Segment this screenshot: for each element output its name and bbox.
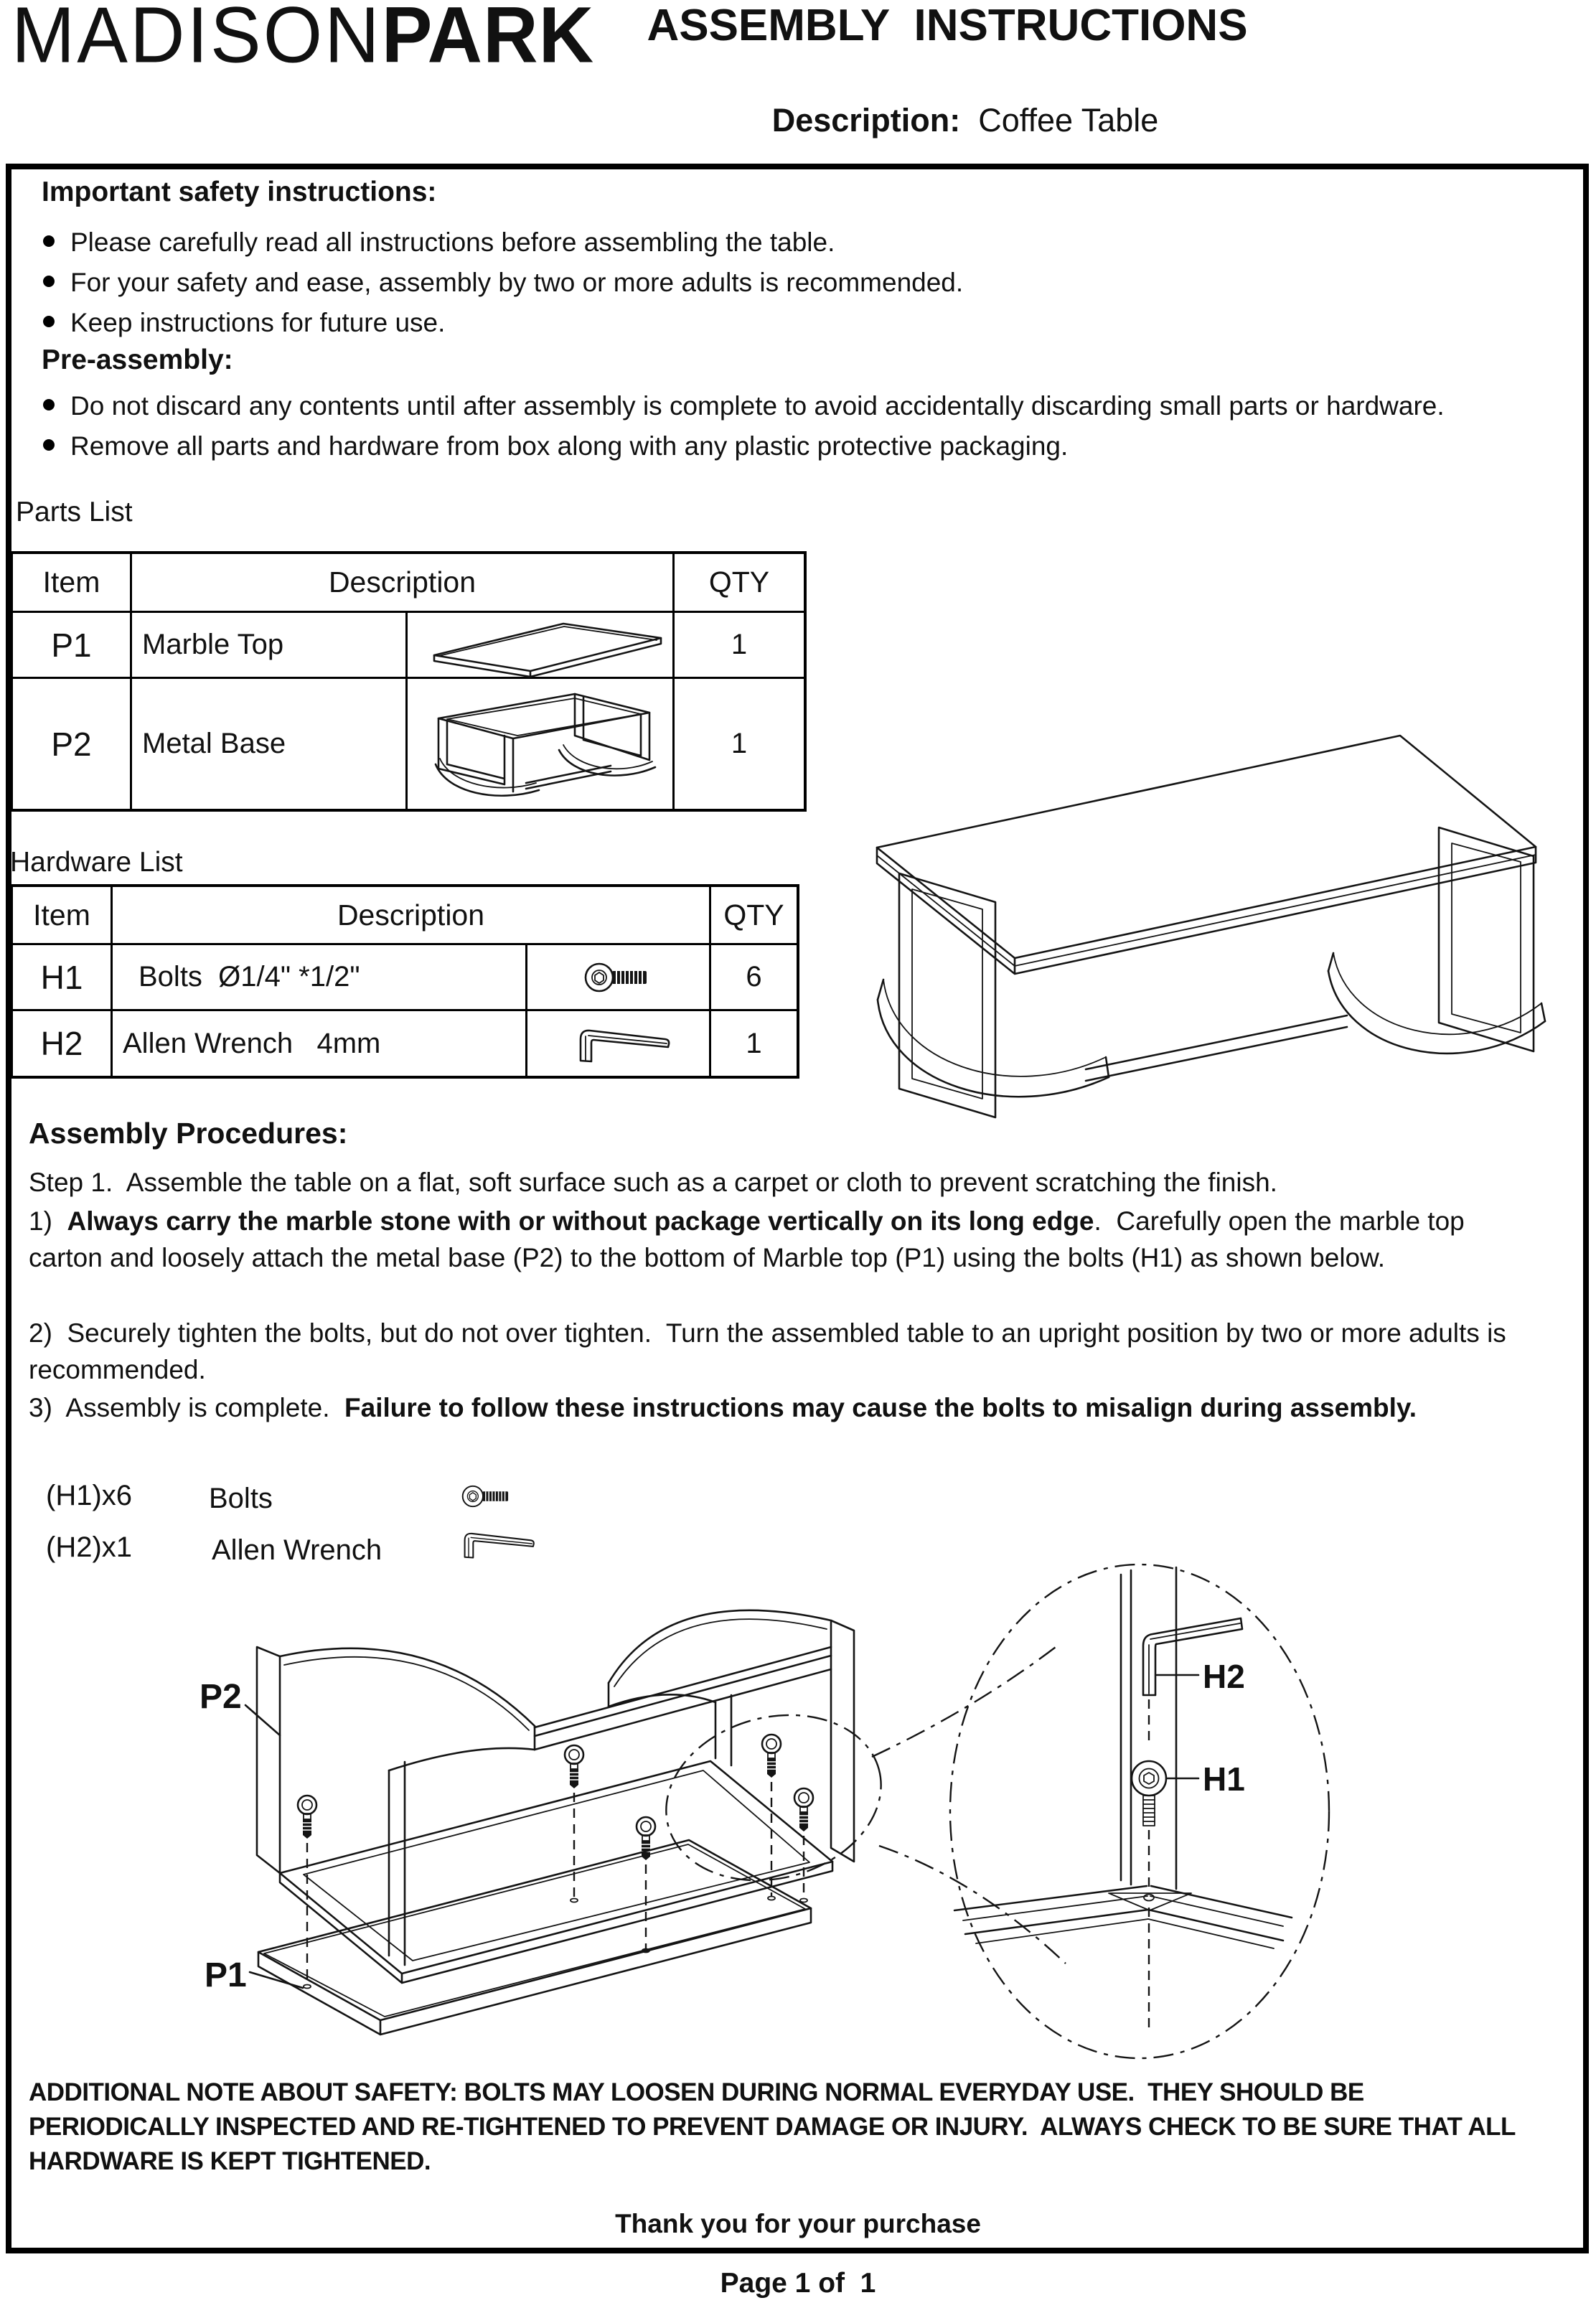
page-title: ASSEMBLY INSTRUCTIONS [647, 1, 1248, 50]
bullet-icon [43, 399, 55, 410]
bolt-icon [458, 1480, 517, 1513]
label-h2: H2 [1203, 1658, 1245, 1695]
label-p1: P1 [205, 1956, 247, 1994]
safety-item-2: For your safety and ease, assembly by two or more adults is recommended. [70, 268, 964, 297]
parts-table [10, 551, 807, 812]
exploded-diagram-svg [172, 1564, 1596, 2067]
item3-number: 3) Assembly is complete. [29, 1393, 345, 1422]
list-item [42, 428, 1513, 464]
brand-logo-park: PARK [381, 0, 595, 80]
hardware-row-description: Allen Wrench 4mm [113, 1011, 527, 1076]
hardware-header-description: Description [113, 887, 711, 945]
preassembly-heading: Pre-assembly: [42, 344, 233, 375]
metal-base-drawing [408, 679, 675, 809]
preassembly-item-1: Do not discard any contents until after assembly is complete to avoid accidentally discarding small parts or hardware. [70, 391, 1445, 421]
marble-top-drawing [408, 613, 675, 679]
footnote-line: PERIODICALLY INSPECTED AND RE-TIGHTENED TO PREVENT DAMAGE OR INJURY. ALWAYS CHECK TO BE SURE THAT ALL [29, 2113, 1516, 2141]
procedure-item-3 [29, 1389, 1508, 1426]
safety-item-1: Please carefully read all instructions before assembling the table. [70, 227, 835, 257]
item1-number: 1) [29, 1206, 67, 1236]
parts-header-item: Item [13, 554, 132, 613]
description-label: Description: [771, 102, 961, 139]
allen-wrench-icon [452, 1526, 537, 1562]
preassembly-list [42, 388, 1513, 468]
safety-footnote [29, 2075, 1572, 2179]
hardware-row-item: H2 [13, 1011, 113, 1076]
parts-row-item: P1 [13, 613, 132, 679]
page-number: Page 1 of 1 [720, 2268, 876, 2299]
hardware-header-item: Item [13, 887, 113, 945]
parts-row-item: P2 [13, 679, 132, 809]
description-value: Coffee Table [978, 102, 1159, 139]
procedure-step1: Step 1. Assemble the table on a flat, soft surface such as a carpet or cloth to prevent scratching the finish. [29, 1168, 1277, 1197]
hardware-table [10, 884, 799, 1079]
procedure-item-1 [29, 1203, 1536, 1276]
brand-logo-madison: MADISON [11, 0, 382, 80]
bullet-icon [43, 276, 55, 287]
parts-row-description: Metal Base [132, 679, 408, 809]
assembled-table-drawing [872, 678, 1590, 1102]
hardware-row-description: Bolts Ø1/4" *1/2" [113, 945, 527, 1011]
preassembly-item-2: Remove all parts and hardware from box along with any plastic protective packaging. [70, 431, 1069, 461]
list-item [42, 388, 1513, 424]
parts-row-qty: 1 [675, 613, 804, 679]
bullet-icon [43, 235, 55, 247]
bullet-icon [43, 439, 55, 451]
parts-header-qty: QTY [675, 554, 804, 613]
parts-row-qty: 1 [731, 728, 748, 759]
hardware-row-item: H1 [13, 945, 113, 1011]
footnote-line: HARDWARE IS KEPT TIGHTENED. [29, 2147, 431, 2175]
item1-rest-text: . Carefully open the marble top carton and loosely attach the metal base (P2) to the bottom of Marble top (P1) using the bolts (H1) as shown below. [29, 1206, 1473, 1272]
list-item [42, 264, 1520, 301]
parts-row-description: Marble Top [132, 613, 408, 679]
product-description [588, 65, 1306, 177]
brand-logo [11, 0, 595, 80]
allen-wrench-drawing [527, 1011, 711, 1076]
procedure-item-2: 2) Securely tighten the bolts, but do not over tighten. Turn the assembled table to an upright position by two or more adults is recommended. [29, 1318, 1514, 1384]
label-p2: P2 [200, 1678, 242, 1716]
label-h1: H1 [1203, 1760, 1245, 1798]
item3-bold-text: Failure to follow these instructions may cause the bolts to misalign during assembly. [344, 1393, 1417, 1422]
parts-header-description: Description [132, 554, 675, 613]
safety-list [42, 224, 1520, 344]
recap-h2-name: Allen Wrench [212, 1534, 382, 1566]
item1-bold-text: Always carry the marble stone with or without package vertically on its long edge [67, 1206, 1094, 1236]
bullet-icon [43, 316, 55, 327]
thanks-message: Thank you for your purchase [615, 2209, 981, 2238]
recap-h2-label: (H2)x1 [46, 1531, 133, 1563]
list-item [42, 224, 1520, 261]
parts-list-heading: Parts List [16, 497, 133, 527]
hardware-list-heading: Hardware List [10, 847, 183, 878]
safety-item-3: Keep instructions for future use. [70, 308, 446, 337]
hardware-row-qty: 6 [711, 945, 797, 1011]
bolt-drawing [527, 945, 711, 1011]
exploded-diagram [172, 1564, 1596, 2067]
hardware-header-qty: QTY [711, 887, 797, 945]
list-item [42, 304, 1520, 341]
recap-h1-name: Bolts [209, 1483, 273, 1514]
hardware-row-qty: 1 [746, 1027, 762, 1059]
recap-h1-label: (H1)x6 [46, 1480, 133, 1511]
safety-heading: Important safety instructions: [42, 177, 437, 207]
footnote-line: ADDITIONAL NOTE ABOUT SAFETY: BOLTS MAY LOOSEN DURING NORMAL EVERYDAY USE. THEY SHOULD BE [29, 2078, 1364, 2106]
procedures-heading: Assembly Procedures: [29, 1117, 348, 1150]
